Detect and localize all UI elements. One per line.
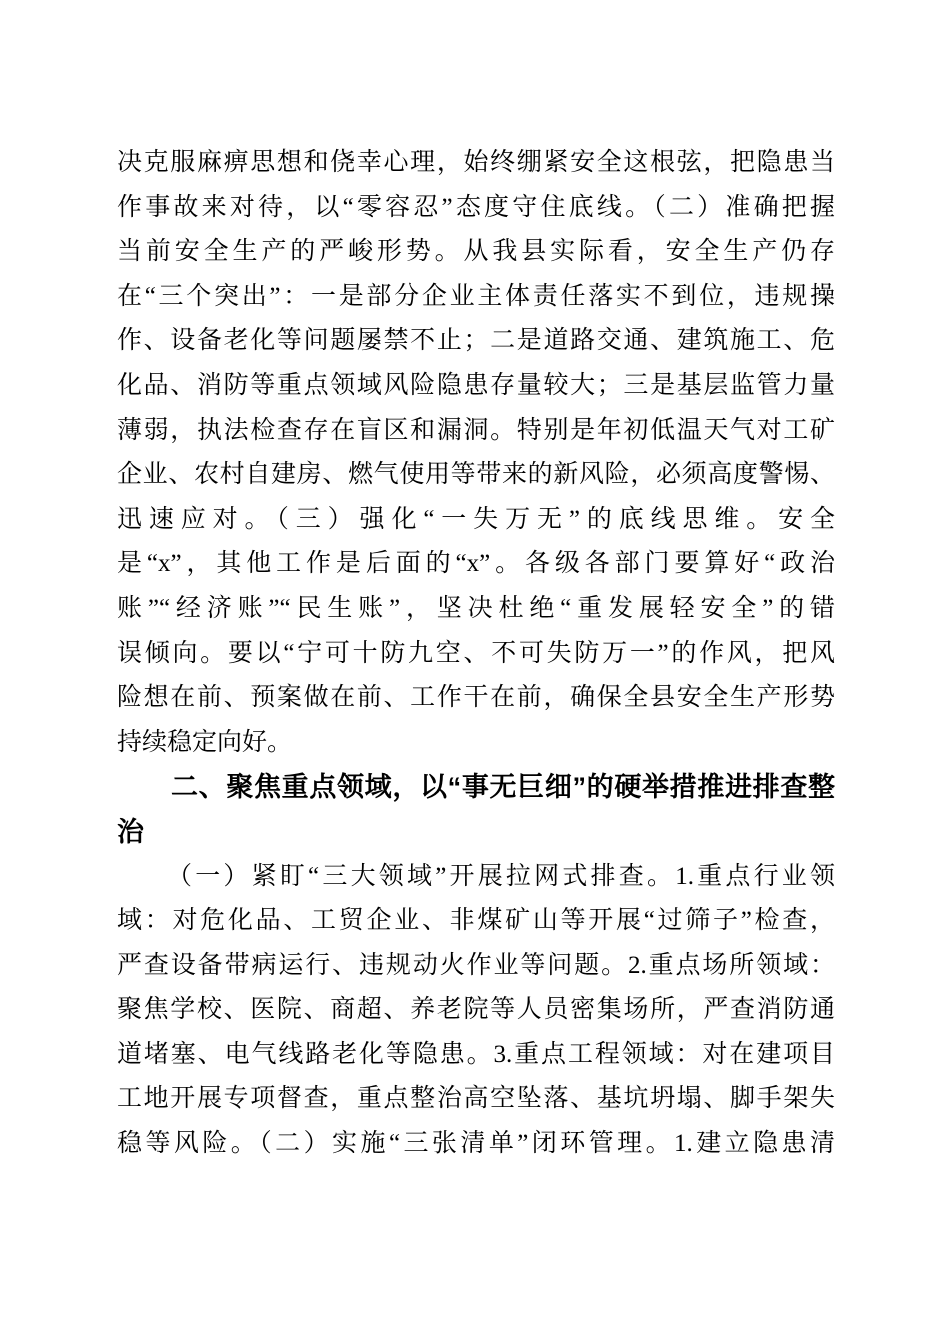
- text-line: 道堵塞、电气线路老化等隐患。3.重点工程领域：对在建项目: [117, 1040, 835, 1068]
- text-line: 作事故来对待，以“零容忍”态度守住底线。（二）准确把握: [117, 193, 835, 221]
- text-line: 是“x”，其他工作是后面的“x”。各级各部门要算好“政治: [117, 550, 835, 578]
- text-line: 持续稳定向好。: [117, 728, 293, 756]
- text-line: 聚焦学校、医院、商超、养老院等人员密集场所，严查消防通: [117, 996, 835, 1024]
- text-line: 误倾向。要以“宁可十防九空、不可失防万一”的作风，把风: [117, 639, 835, 667]
- text-line: 迅速应对。（三）强化“一失万无”的底线思维。安全: [117, 505, 835, 533]
- text-line: 险想在前、预案做在前、工作干在前，确保全县安全生产形势: [117, 684, 835, 712]
- text-line: 薄弱，执法检查存在盲区和漏洞。特别是年初低温天气对工矿: [117, 416, 835, 444]
- text-line: 稳等风险。（二）实施“三张清单”闭环管理。1.建立隐患清: [117, 1130, 835, 1158]
- text-line: 决克服麻痹思想和侥幸心理，始终绷紧安全这根弦，把隐患当: [117, 149, 835, 176]
- text-line: 在“三个突出”：一是部分企业主体责任落实不到位，违规操: [117, 282, 835, 310]
- heading-line: 二、聚焦重点领域，以“事无巨细”的硬举措推进排查整: [171, 772, 835, 803]
- heading-line: 治: [117, 816, 144, 847]
- text-line: 企业、农村自建房、燃气使用等带来的新风险，必须高度警惕、: [117, 461, 835, 489]
- text-line: 化品、消防等重点领域风险隐患存量较大；三是基层监管力量: [117, 371, 835, 399]
- text-line: 账”“经济账”“民生账”，坚决杜绝“重发展轻安全”的错: [117, 594, 835, 622]
- text-line: 工地开展专项督查，重点整治高空坠落、基坑坍塌、脚手架失: [117, 1085, 835, 1113]
- text-line: 域：对危化品、工贸企业、非煤矿山等开展“过筛子”检查，: [117, 907, 835, 935]
- text-line: 当前安全生产的严峻形势。从我县实际看，安全生产仍存: [117, 238, 835, 266]
- section-heading: [117, 765, 835, 854]
- paragraph-body-continuation: [117, 141, 835, 765]
- text-line: 严查设备带病运行、违规动火作业等问题。2.重点场所领域：: [117, 951, 835, 979]
- text-line: （一）紧盯“三大领域”开展拉网式排查。1.重点行业领: [167, 862, 835, 890]
- text-line: 作、设备老化等问题屡禁不止；二是道路交通、建筑施工、危: [117, 327, 835, 355]
- paragraph-body: [117, 855, 835, 1167]
